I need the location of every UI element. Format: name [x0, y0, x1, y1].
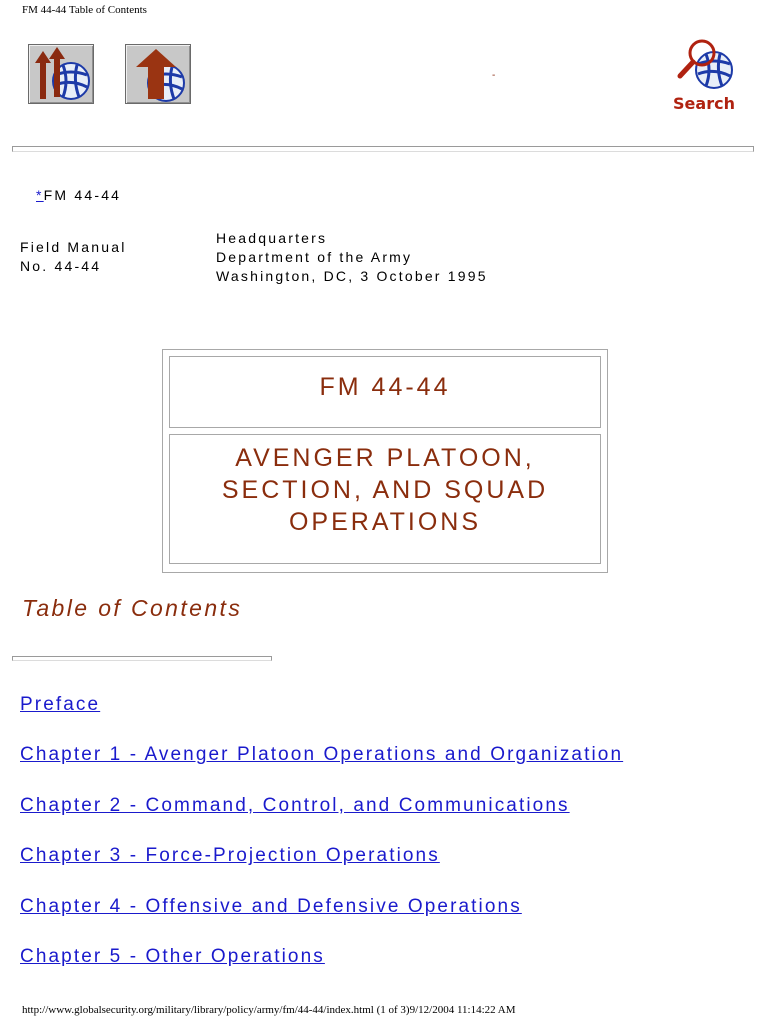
list-item — [20, 692, 623, 742]
print-footer: http://www.globalsecurity.org/military/library/policy/army/fm/44-44/index.html (1 of 3)9/12/2004 11:14:22 AM — [22, 1004, 516, 1016]
title-name-cell — [169, 434, 601, 564]
title-fm-cell — [169, 356, 601, 428]
field-manual-number: No. 44-44 — [20, 258, 102, 274]
hq-line: Headquarters — [216, 230, 328, 246]
department-line: Department of the Army — [216, 249, 413, 265]
field-manual-label: Field Manual — [20, 239, 127, 255]
footnote-link[interactable]: * — [36, 187, 44, 203]
list-item — [20, 793, 623, 843]
separator-mark: - — [492, 70, 496, 81]
search-label: Search — [673, 94, 735, 113]
print-header: FM 44-44 Table of Contents — [22, 4, 147, 16]
double-up-arrow-globe-icon — [29, 45, 93, 103]
toc-heading: Table of Contents — [22, 595, 243, 621]
toc-link-chapter-4[interactable]: Chapter 4 - Offensive and Defensive Operations — [20, 895, 522, 917]
table-of-contents-button[interactable] — [125, 44, 191, 104]
list-item — [20, 944, 623, 994]
top-divider — [12, 146, 754, 152]
fm-designation — [36, 186, 121, 205]
title-line-1: AVENGER PLATOON, — [235, 444, 535, 472]
toc-link-chapter-5[interactable]: Chapter 5 - Other Operations — [20, 945, 325, 967]
list-item — [20, 742, 623, 792]
location-date-line: Washington, DC, 3 October 1995 — [216, 268, 488, 284]
toc-divider — [12, 656, 272, 661]
title-fm-number: FM 44-44 — [319, 373, 451, 401]
magnifier-globe-icon — [668, 36, 740, 94]
toc-link-preface[interactable]: Preface — [20, 694, 101, 715]
field-manual-block — [20, 238, 127, 276]
headquarters-block — [216, 229, 488, 286]
toc-link-chapter-2[interactable]: Chapter 2 - Command, Control, and Communications — [20, 794, 570, 816]
title-table — [162, 349, 608, 573]
up-arrow-globe-icon — [126, 45, 190, 103]
toc-list — [20, 692, 623, 994]
list-item — [20, 843, 623, 893]
previous-section-button[interactable] — [28, 44, 94, 104]
search-button[interactable] — [668, 36, 740, 116]
toc-link-chapter-1[interactable]: Chapter 1 - Avenger Platoon Operations and Organization — [20, 744, 624, 766]
toc-link-chapter-3[interactable]: Chapter 3 - Force-Projection Operations — [20, 845, 440, 867]
title-line-2: SECTION, AND SQUAD — [221, 476, 549, 504]
fm-number: FM 44-44 — [43, 187, 122, 203]
title-line-3: OPERATIONS — [288, 508, 482, 536]
list-item — [20, 894, 623, 944]
